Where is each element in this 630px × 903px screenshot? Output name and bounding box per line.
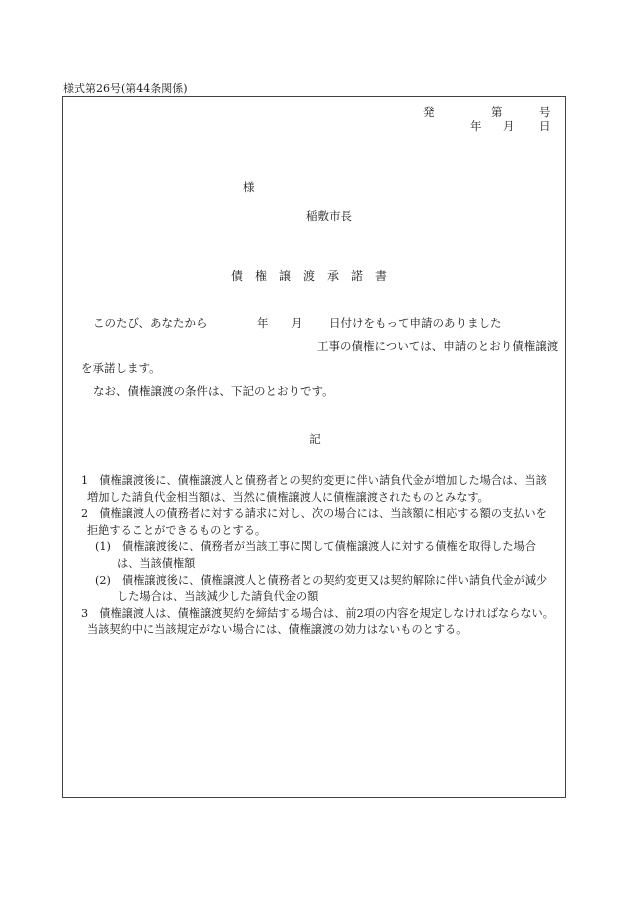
terms-list — [81, 473, 567, 639]
body-line3: を承諾します。 — [81, 361, 161, 375]
addressee-suffix: 様 — [243, 180, 255, 194]
issue-date-row — [63, 119, 567, 135]
form-number: 様式第26号(第44条関係) — [63, 82, 188, 95]
sender-name: 稲敷市長 — [306, 209, 352, 223]
body-line1-month: 月 — [291, 316, 303, 330]
issue-go: 号 — [539, 105, 551, 119]
document-frame — [62, 96, 566, 798]
body-line1-year: 年 — [257, 316, 269, 330]
body-line4: なお、債権譲渡の条件は、下記のとおりです。 — [93, 384, 334, 398]
body-line1-suffix: 日付けをもって申請のありました — [329, 316, 502, 330]
terms-line: 3 債権譲渡人は、債権譲渡契約を締結する場合は、前2項の内容を規定しなければならない。 — [81, 606, 554, 620]
kigo-heading: 記 — [309, 432, 321, 446]
body-line1-prefix: このたび、あなたから — [93, 316, 208, 330]
terms-line: は、当該債権額 — [117, 556, 196, 570]
date-day: 日 — [539, 119, 551, 133]
terms-line: 2 債権譲渡人の債務者に対する請求に対し、次の場合には、当該額に相応する額の支払いを — [81, 507, 547, 521]
document-title: 債権譲渡承諾書 — [230, 269, 399, 283]
terms-line: 当該契約中に当該規定がない場合には、債権譲渡の効力はないものとする。 — [87, 623, 468, 637]
date-year: 年 — [470, 119, 482, 133]
terms-line: (1) 債権譲渡後に、債務者が当該工事に関して債権譲渡人に対する債権を取得した場合 — [95, 540, 536, 554]
terms-line: 増加した請負代金相当額は、当然に債権譲渡人に債権譲渡されたものとみなす。 — [87, 490, 489, 504]
issue-hatsu: 発 — [423, 105, 435, 119]
terms-line: 拒絶することができるものとする。 — [87, 523, 267, 537]
date-month: 月 — [503, 119, 515, 133]
body-line2: 工事の債権については、申請のとおり債権譲渡 — [317, 339, 559, 353]
issue-dai: 第 — [491, 105, 503, 119]
terms-line: 1 債権譲渡後に、債権譲渡人と債務者との契約変更に伴い請負代金が増加した場合は、当該 — [81, 474, 547, 487]
terms-line: (2) 債権譲渡後に、債権譲渡人と債務者との契約変更又は契約解除に伴い請負代金が減少 — [95, 573, 548, 587]
terms-line: した場合は、当該減少した請負代金の額 — [117, 590, 319, 604]
